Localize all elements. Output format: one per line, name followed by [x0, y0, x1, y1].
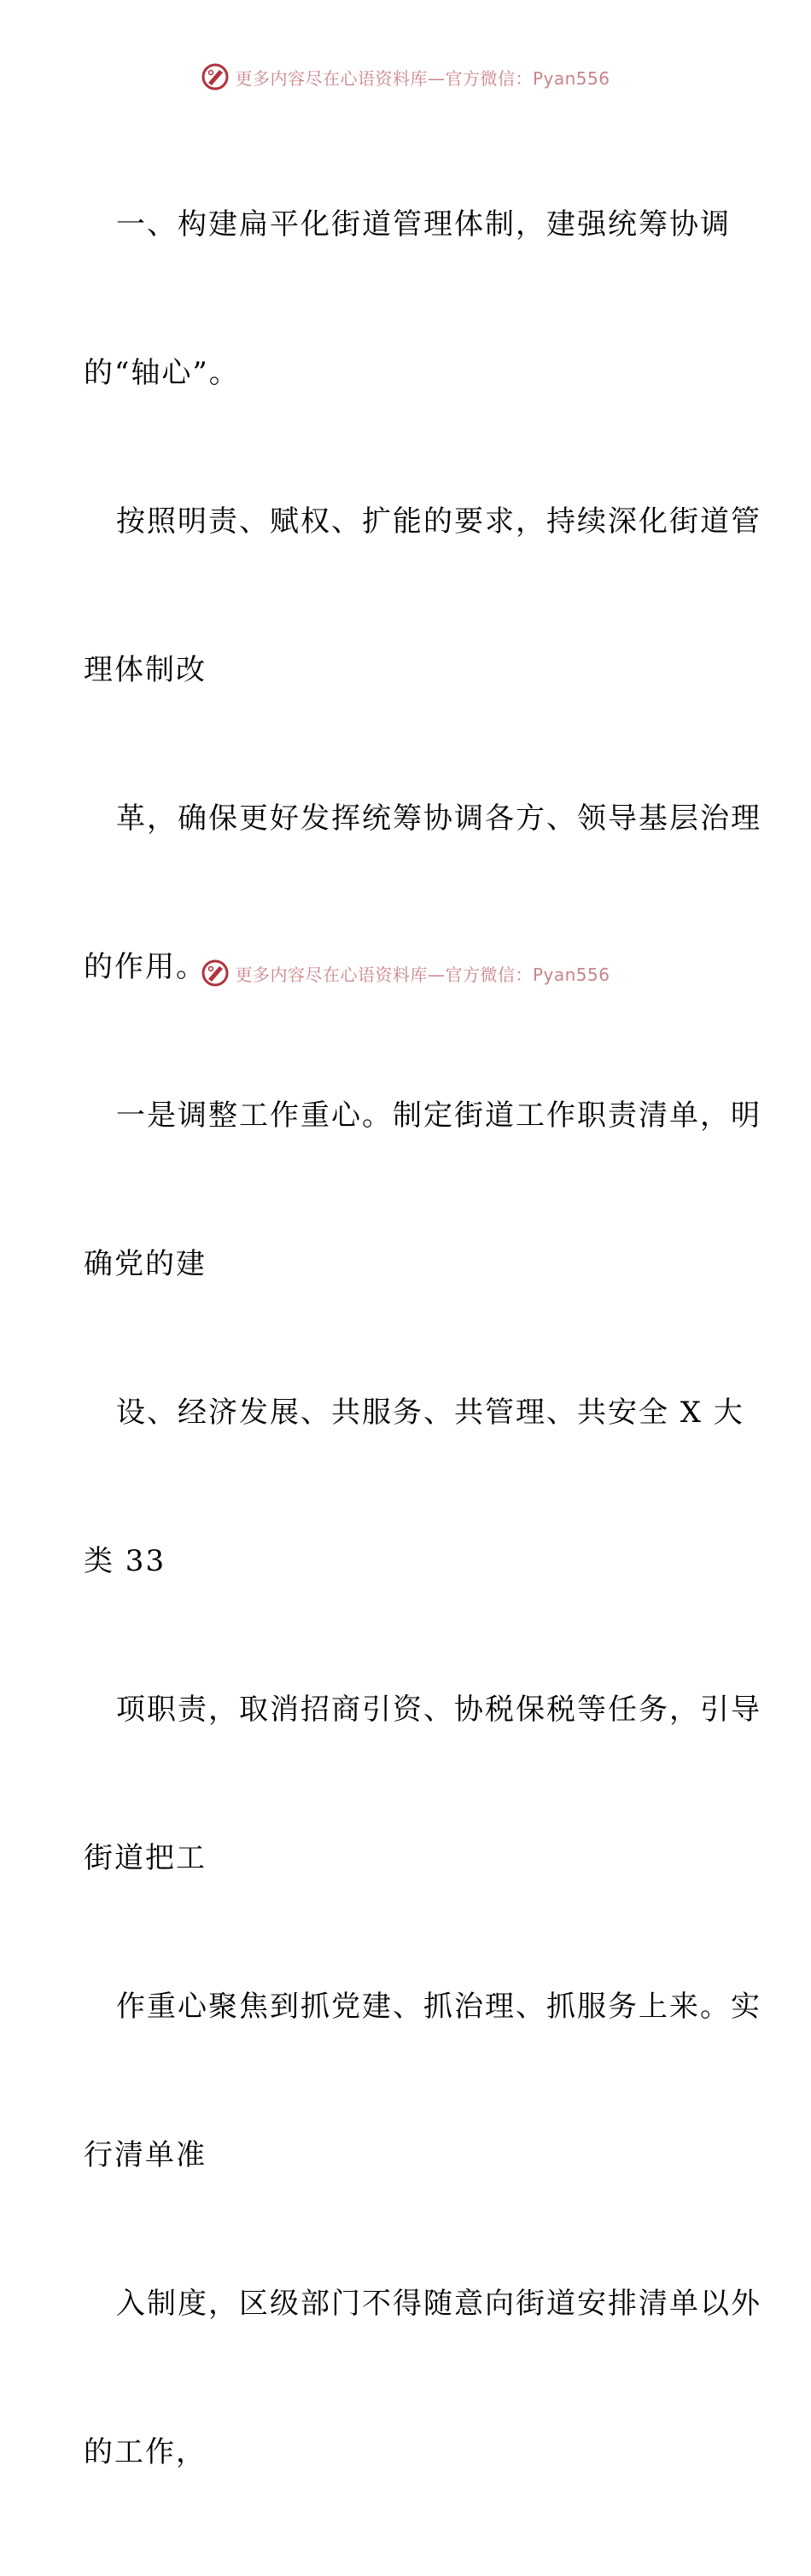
paragraph: [84, 101, 761, 2576]
logo-icon: [201, 62, 230, 91]
header-watermark: [0, 60, 811, 94]
watermark-text: 更多内容尽在心语资料库—官方微信：Pyan556: [235, 67, 610, 89]
text-line: 革，确保更好发挥统筹协调各方、领导基层治理: [116, 801, 761, 836]
text-line: 确党的建: [84, 1247, 207, 1281]
text-line: 的工作，: [84, 2435, 207, 2469]
watermark-text: 更多内容尽在心语资料库—官方微信：Pyan556: [235, 964, 610, 985]
text-line: 作重心聚焦到抓党建、抓治理、抓服务上来。实: [116, 1990, 761, 2024]
text-line: 理体制改: [84, 653, 207, 687]
text-line: 的“轴心”。: [84, 356, 240, 390]
text-line: 一、构建扁平化街道管理体制，建强统筹协调: [116, 207, 731, 242]
text-line: 项职责，取消招商引资、协税保税等任务，引导: [116, 1693, 761, 1727]
text-line: 的作用。: [84, 950, 207, 984]
text-line: 行清单准: [84, 2138, 207, 2172]
text-line: 街道把工: [84, 1841, 207, 1875]
text-line: 一是调整工作重心。制定街道工作职责清单，明: [116, 1099, 761, 1133]
logo-icon: [201, 959, 230, 988]
document-body: [84, 101, 761, 2576]
text-line: 类 33: [84, 1544, 166, 1578]
text-line: 设、经济发展、共服务、共管理、共安全 X 大: [116, 1396, 744, 1430]
text-line: 入制度，区级部门不得随意向街道安排清单以外: [116, 2287, 761, 2321]
text-line: 按照明责、赋权、扩能的要求，持续深化街道管: [116, 504, 761, 539]
footer-watermark: [0, 956, 811, 990]
